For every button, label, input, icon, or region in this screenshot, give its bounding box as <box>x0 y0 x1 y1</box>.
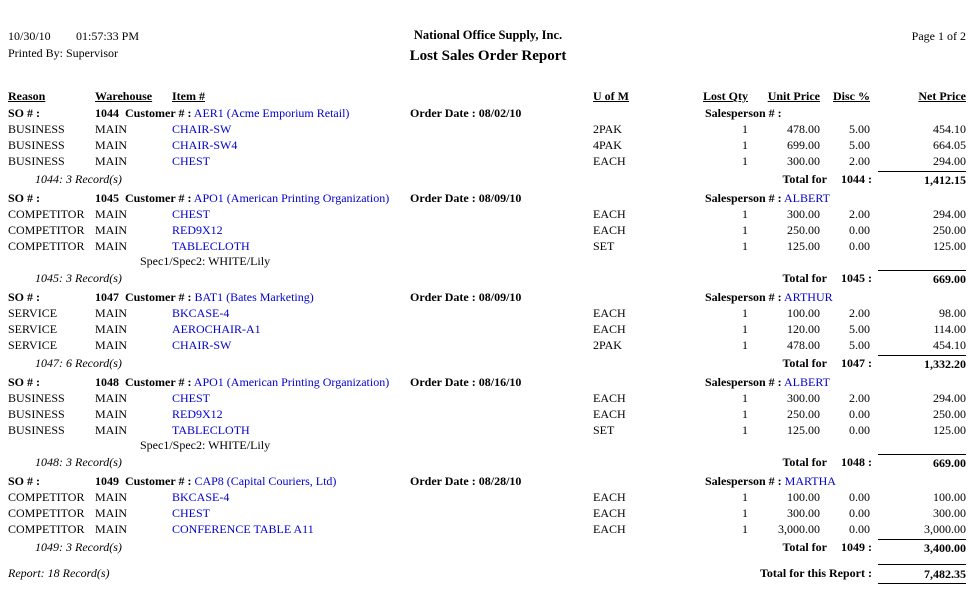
col-header-lost-qty: Lost Qty <box>703 89 748 103</box>
order-date-spacer <box>410 406 593 422</box>
salesperson-label: Salesperson # : <box>705 191 782 205</box>
reason-cell: COMPETITOR <box>8 207 85 221</box>
lost-qty-cell: 1 <box>742 506 748 520</box>
disc-cell: 0.00 <box>849 490 870 504</box>
net-price-cell: 98.00 <box>939 306 966 320</box>
item-link[interactable]: BKCASE-4 <box>172 306 230 320</box>
warehouse-cell: MAIN <box>95 306 127 320</box>
col-header-unit-price: Unit Price <box>767 89 820 103</box>
warehouse-cell: MAIN <box>95 391 127 405</box>
item-link[interactable]: TABLECLOTH <box>172 239 250 253</box>
so-number: 1047 <box>95 290 119 304</box>
order-date-label: Order Date : <box>410 375 476 389</box>
order-date-spacer <box>410 390 593 406</box>
uofm-cell: EACH <box>593 322 626 336</box>
col-header-warehouse: Warehouse <box>95 89 153 103</box>
group-record-count: 1048: 3 Record(s) <box>35 455 122 469</box>
item-row <box>0 153 976 169</box>
item-link[interactable]: CHEST <box>172 154 211 168</box>
group-total-amount: 1,412.15 <box>878 171 966 189</box>
order-date-label: Order Date : <box>410 106 476 120</box>
lost-qty-cell: 1 <box>742 306 748 320</box>
order-date-spacer <box>410 137 593 153</box>
order-date-spacer <box>410 222 593 238</box>
group-total-amount: 669.00 <box>878 454 966 472</box>
uofm-cell: EACH <box>593 306 626 320</box>
uofm-cell: 4PAK <box>593 138 622 152</box>
order-date-spacer <box>410 238 593 254</box>
so-header-row <box>0 374 976 390</box>
disc-cell: 0.00 <box>849 407 870 421</box>
customer-label: Customer # : <box>125 375 192 389</box>
report-date: 10/30/10 <box>8 29 51 43</box>
so-label: SO # : <box>8 375 41 389</box>
uofm-cell: EACH <box>593 223 626 237</box>
so-label: SO # : <box>8 191 41 205</box>
group-total-so: 1044 : <box>841 172 872 186</box>
group-total-amount: 669.00 <box>878 270 966 288</box>
lost-qty-cell: 1 <box>742 223 748 237</box>
report-body <box>0 88 976 584</box>
customer-label: Customer # : <box>125 106 192 120</box>
item-row <box>0 321 976 337</box>
unit-price-cell: 478.00 <box>787 122 820 136</box>
order-date-spacer <box>410 337 593 353</box>
group-record-count: 1045: 3 Record(s) <box>35 271 122 285</box>
customer-label: Customer # : <box>125 474 192 488</box>
group-total-so: 1048 : <box>841 455 872 469</box>
net-price-cell: 250.00 <box>933 223 966 237</box>
warehouse-cell: MAIN <box>95 207 127 221</box>
item-row <box>0 390 976 406</box>
unit-price-cell: 300.00 <box>787 506 820 520</box>
lost-qty-cell: 1 <box>742 391 748 405</box>
net-price-cell: 454.10 <box>933 338 966 352</box>
column-header-row <box>0 88 976 105</box>
order-date-label: Order Date : <box>410 290 476 304</box>
salesperson-cell <box>705 374 830 390</box>
uofm-cell: 2PAK <box>593 338 622 352</box>
order-date-cell <box>410 473 521 489</box>
so-number: 1045 <box>95 191 119 205</box>
reason-cell: COMPETITOR <box>8 506 85 520</box>
customer-cell <box>125 105 349 121</box>
unit-price-cell: 250.00 <box>787 407 820 421</box>
order-date-value: 08/09/10 <box>478 290 522 304</box>
group-record-count: 1047: 6 Record(s) <box>35 356 122 370</box>
col-header-item: Item # <box>172 89 205 103</box>
net-price-cell: 3,000.00 <box>924 522 966 536</box>
order-date-spacer <box>410 521 593 537</box>
disc-cell: 2.00 <box>849 154 870 168</box>
group-total-label <box>782 355 872 372</box>
item-link[interactable]: BKCASE-4 <box>172 490 230 504</box>
lost-qty-cell: 1 <box>742 122 748 136</box>
order-date-cell <box>410 289 521 305</box>
item-row <box>0 489 976 505</box>
disc-cell: 5.00 <box>849 122 870 136</box>
customer-cell <box>125 374 389 390</box>
item-row <box>0 305 976 321</box>
item-row <box>0 206 976 222</box>
group-total-label <box>782 539 872 556</box>
uofm-cell: EACH <box>593 154 626 168</box>
total-for-label: Total for <box>782 540 827 554</box>
salesperson-cell <box>705 190 830 206</box>
disc-cell: 5.00 <box>849 138 870 152</box>
customer-cell <box>125 473 336 489</box>
warehouse-cell: MAIN <box>95 223 127 237</box>
customer-link[interactable]: APO1 (American Printing Organization) <box>193 375 390 389</box>
lost-qty-cell: 1 <box>742 154 748 168</box>
warehouse-cell: MAIN <box>95 506 127 520</box>
net-price-cell: 250.00 <box>933 407 966 421</box>
disc-cell: 2.00 <box>849 391 870 405</box>
salesperson-link[interactable]: ALBERT <box>784 375 830 389</box>
item-row <box>0 521 976 537</box>
item-row <box>0 238 976 254</box>
report-time: 01:57:33 PM <box>76 29 140 43</box>
total-for-label: Total for <box>782 356 827 370</box>
order-date-value: 08/16/10 <box>478 375 522 389</box>
uofm-cell: EACH <box>593 391 626 405</box>
reason-cell: BUSINESS <box>8 154 65 168</box>
order-date-spacer <box>410 305 593 321</box>
so-header-row <box>0 105 976 121</box>
group-total-label <box>782 270 872 287</box>
order-date-spacer <box>410 505 593 521</box>
group-total-so: 1045 : <box>841 271 872 285</box>
salesperson-label: Salesperson # : <box>705 106 782 120</box>
total-for-label: Total for <box>782 455 827 469</box>
item-link[interactable]: AEROCHAIR-A1 <box>172 322 261 336</box>
salesperson-label: Salesperson # : <box>705 290 782 304</box>
reason-cell: BUSINESS <box>8 138 65 152</box>
group-total-label <box>782 454 872 471</box>
reason-cell: BUSINESS <box>8 423 65 437</box>
disc-cell: 0.00 <box>849 239 870 253</box>
lost-qty-cell: 1 <box>742 407 748 421</box>
reason-cell: BUSINESS <box>8 391 65 405</box>
net-price-cell: 125.00 <box>933 423 966 437</box>
order-date-label: Order Date : <box>410 191 476 205</box>
order-date-spacer <box>410 422 593 438</box>
uofm-cell: SET <box>593 239 615 253</box>
salesperson-cell <box>705 105 782 121</box>
lost-qty-cell: 1 <box>742 138 748 152</box>
customer-label: Customer # : <box>125 191 192 205</box>
salesperson-link[interactable]: ARTHUR <box>784 290 833 304</box>
reason-cell: BUSINESS <box>8 407 65 421</box>
page-number: Page 1 of 2 <box>911 29 966 43</box>
reason-cell: SERVICE <box>8 322 58 336</box>
item-link[interactable]: CHEST <box>172 391 211 405</box>
reason-cell: SERVICE <box>8 306 58 320</box>
so-number: 1049 <box>95 474 119 488</box>
customer-link[interactable]: CAP8 (Capital Couriers, Ltd) <box>194 474 337 488</box>
reason-cell: BUSINESS <box>8 122 65 136</box>
warehouse-cell: MAIN <box>95 322 127 336</box>
net-price-cell: 664.05 <box>933 138 966 152</box>
customer-link[interactable]: AER1 (Acme Emporium Retail) <box>193 106 350 120</box>
unit-price-cell: 100.00 <box>787 306 820 320</box>
so-header-row <box>0 190 976 206</box>
disc-cell: 0.00 <box>849 423 870 437</box>
item-link[interactable]: RED9X12 <box>172 223 223 237</box>
unit-price-cell: 3,000.00 <box>778 522 820 536</box>
group-record-count: 1049: 3 Record(s) <box>35 540 122 554</box>
group-footer-row <box>0 454 976 471</box>
customer-cell <box>125 190 389 206</box>
reason-cell: SERVICE <box>8 338 58 352</box>
group-total-label <box>782 171 872 188</box>
so-header-row <box>0 473 976 489</box>
reason-cell: COMPETITOR <box>8 223 85 237</box>
net-price-cell: 454.10 <box>933 122 966 136</box>
group-footer-row <box>0 270 976 287</box>
uofm-cell: EACH <box>593 490 626 504</box>
order-date-spacer <box>410 121 593 137</box>
lost-qty-cell: 1 <box>742 239 748 253</box>
disc-cell: 2.00 <box>849 207 870 221</box>
salesperson-label: Salesperson # : <box>705 474 782 488</box>
warehouse-cell: MAIN <box>95 138 127 152</box>
unit-price-cell: 250.00 <box>787 223 820 237</box>
customer-link[interactable]: APO1 (American Printing Organization) <box>193 191 390 205</box>
report-total-label: Total for this Report : <box>760 566 872 580</box>
order-date-cell <box>410 374 521 390</box>
so-number: 1044 <box>95 106 119 120</box>
uofm-cell: EACH <box>593 407 626 421</box>
uofm-cell: 2PAK <box>593 122 622 136</box>
item-link[interactable]: CHAIR-SW <box>172 122 232 136</box>
order-date-cell <box>410 105 521 121</box>
unit-price-cell: 300.00 <box>787 154 820 168</box>
order-date-spacer <box>410 321 593 337</box>
disc-cell: 2.00 <box>849 306 870 320</box>
report-title: Lost Sales Order Report <box>409 48 567 64</box>
unit-price-cell: 125.00 <box>787 423 820 437</box>
warehouse-cell: MAIN <box>95 154 127 168</box>
col-header-net-price: Net Price <box>918 89 966 103</box>
group-record-count: 1044: 3 Record(s) <box>35 172 122 186</box>
so-label: SO # : <box>8 290 41 304</box>
total-for-label: Total for <box>782 271 827 285</box>
group-total-so: 1049 : <box>841 540 872 554</box>
col-header-reason: Reason <box>8 89 46 103</box>
so-label: SO # : <box>8 106 41 120</box>
customer-link[interactable]: BAT1 (Bates Marketing) <box>194 290 314 304</box>
group-total-amount: 1,332.20 <box>878 355 966 373</box>
printed-by: Printed By: Supervisor <box>8 46 118 60</box>
item-link[interactable]: CHAIR-SW <box>172 338 232 352</box>
group-total-so: 1047 : <box>841 356 872 370</box>
warehouse-cell: MAIN <box>95 423 127 437</box>
reason-cell: COMPETITOR <box>8 522 85 536</box>
reason-cell: COMPETITOR <box>8 490 85 504</box>
disc-cell: 5.00 <box>849 338 870 352</box>
net-price-cell: 300.00 <box>933 506 966 520</box>
net-price-cell: 100.00 <box>933 490 966 504</box>
order-date-value: 08/02/10 <box>478 106 522 120</box>
unit-price-cell: 699.00 <box>787 138 820 152</box>
report-record-count: Report: 18 Record(s) <box>8 566 110 580</box>
spec-note: Spec1/Spec2: WHITE/Lily <box>140 254 271 268</box>
customer-cell <box>125 289 314 305</box>
warehouse-cell: MAIN <box>95 522 127 536</box>
disc-cell: 0.00 <box>849 522 870 536</box>
order-date-cell <box>410 190 521 206</box>
order-date-spacer <box>410 153 593 169</box>
unit-price-cell: 120.00 <box>787 322 820 336</box>
item-link[interactable]: CHEST <box>172 506 211 520</box>
group-footer-row <box>0 355 976 372</box>
warehouse-cell: MAIN <box>95 239 127 253</box>
item-link[interactable]: CHAIR-SW4 <box>172 138 238 152</box>
unit-price-cell: 300.00 <box>787 391 820 405</box>
col-header-uofm: U of M <box>593 89 629 103</box>
uofm-cell: SET <box>593 423 615 437</box>
so-label: SO # : <box>8 474 41 488</box>
item-row <box>0 505 976 521</box>
warehouse-cell: MAIN <box>95 338 127 352</box>
col-header-disc: Disc % <box>833 89 870 103</box>
item-row <box>0 222 976 238</box>
reason-cell: COMPETITOR <box>8 239 85 253</box>
item-row <box>0 137 976 153</box>
lost-qty-cell: 1 <box>742 522 748 536</box>
order-date-value: 08/28/10 <box>478 474 522 488</box>
lost-qty-cell: 1 <box>742 207 748 221</box>
item-link[interactable]: CHEST <box>172 207 211 221</box>
net-price-cell: 125.00 <box>933 239 966 253</box>
salesperson-link[interactable]: ALBERT <box>784 191 830 205</box>
net-price-cell: 114.00 <box>933 322 966 336</box>
net-price-cell: 294.00 <box>933 207 966 221</box>
order-date-spacer <box>410 489 593 505</box>
company-name: National Office Supply, Inc. <box>413 28 563 42</box>
total-for-label: Total for <box>782 172 827 186</box>
warehouse-cell: MAIN <box>95 407 127 421</box>
group-footer-row <box>0 539 976 556</box>
unit-price-cell: 478.00 <box>787 338 820 352</box>
group-footer-row <box>0 171 976 188</box>
disc-cell: 0.00 <box>849 506 870 520</box>
warehouse-cell: MAIN <box>95 122 127 136</box>
order-date-value: 08/09/10 <box>478 191 522 205</box>
unit-price-cell: 125.00 <box>787 239 820 253</box>
item-row <box>0 337 976 353</box>
warehouse-cell: MAIN <box>95 490 127 504</box>
unit-price-cell: 300.00 <box>787 207 820 221</box>
salesperson-cell <box>705 289 833 305</box>
disc-cell: 0.00 <box>849 223 870 237</box>
net-price-cell: 294.00 <box>933 154 966 168</box>
salesperson-cell <box>705 473 836 489</box>
so-header-row <box>0 289 976 305</box>
item-link[interactable]: RED9X12 <box>172 407 223 421</box>
order-date-spacer <box>410 206 593 222</box>
item-link[interactable]: TABLECLOTH <box>172 423 250 437</box>
order-date-label: Order Date : <box>410 474 476 488</box>
item-link[interactable]: CONFERENCE TABLE A11 <box>172 522 314 536</box>
salesperson-link[interactable]: MARTHA <box>784 474 836 488</box>
uofm-cell: EACH <box>593 207 626 221</box>
disc-cell: 5.00 <box>849 322 870 336</box>
item-row <box>0 121 976 137</box>
item-row <box>0 422 976 438</box>
item-row <box>0 406 976 422</box>
col-header-spacer <box>410 88 593 105</box>
lost-qty-cell: 1 <box>742 338 748 352</box>
lost-qty-cell: 1 <box>742 490 748 504</box>
unit-price-cell: 100.00 <box>787 490 820 504</box>
customer-label: Customer # : <box>125 290 192 304</box>
lost-qty-cell: 1 <box>742 322 748 336</box>
salesperson-label: Salesperson # : <box>705 375 782 389</box>
so-number: 1048 <box>95 375 119 389</box>
report-footer-row <box>0 564 976 584</box>
spec-row <box>0 438 976 452</box>
report-total-amount: 7,482.35 <box>878 564 966 584</box>
uofm-cell: EACH <box>593 522 626 536</box>
spec-note: Spec1/Spec2: WHITE/Lily <box>140 438 271 452</box>
net-price-cell: 294.00 <box>933 391 966 405</box>
spec-row <box>0 254 976 268</box>
lost-qty-cell: 1 <box>742 423 748 437</box>
uofm-cell: EACH <box>593 506 626 520</box>
group-total-amount: 3,400.00 <box>878 539 966 557</box>
